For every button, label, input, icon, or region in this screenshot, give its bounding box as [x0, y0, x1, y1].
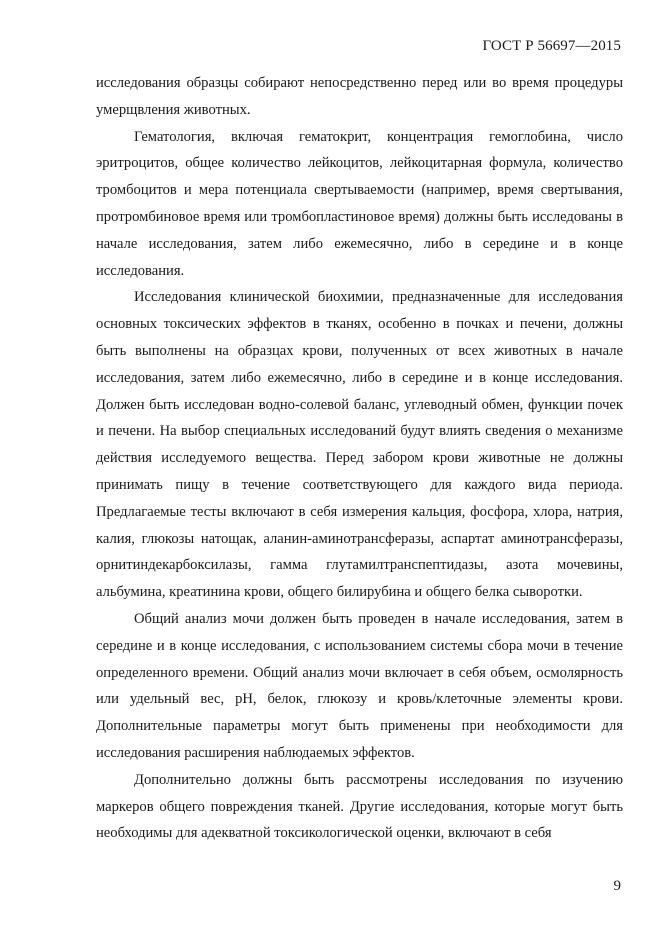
paragraph-clinical-biochemistry: Исследования клинической биохимии, предназначенные для исследования основных токсических эффектов в тканях, особенно в почках и печени, должны быть выполнены на образцах крови, полученных от всех животных в начале исследования, затем либо ежемесячно, либо в середине и в конце исследования. Должен быть исследован водно-солевой баланс, углеводный обмен, функции почек и печени. На выбор специальных исследований будут влиять сведения о механизме действия исследуемого вещества. Перед забором крови животные не должны принимать пищу в течение соответствующего для каждого вида периода. Предлагаемые тесты включают в себя измерения кальция, фосфора, хлора, натрия, калия, глюкозы натощак, аланин-аминотрансферазы, аспартат аминотрансферазы, орнитиндекарбоксилазы, гамма глутамилтранспептидазы, азота мочевины, альбумина, креатинина крови, общего билирубина и общего белка сыворотки. — [96, 289, 623, 601]
paragraph-hematology: Гематология, включая гематокрит, концентрация гемоглобина, число эритроцитов, общее количество лейкоцитов, лейкоцитарная формула, количество тромбоцитов и мера потенциала свертываемости (например, время свертывания, протромбиновое время или тромбопластиновое время) должны быть исследованы в начале исследования, затем либо ежемесячно, либо в середине и в конце исследования. — [96, 128, 623, 279]
document-body — [96, 70, 623, 847]
paragraph-urinalysis: Общий анализ мочи должен быть проведен в начале исследования, затем в середине и в конце исследования, с использованием системы сбора мочи в течение определенного времени. Общий анализ мочи включает в себя объем, осмолярность или удельный вес, pH, белок, глюкозу и кровь/клеточные элементы крови. Дополнительные параметры могут быть применены при необходимости для исследования расширения наблюдаемых эффектов. — [96, 610, 623, 761]
paragraph-continuation: исследования образцы собирают непосредственно перед или во время процедуры умерщвления животных. — [96, 75, 623, 118]
paragraph-additional-studies: Дополнительно должны быть рассмотрены исследования по изучению маркеров общего повреждения тканей. Другие исследования, которые могут быть необходимы для адекватной токсикологической оценки, включают в себя — [96, 771, 623, 842]
page-number: 9 — [613, 878, 621, 894]
document-header-standard-code: ГОСТ Р 56697—2015 — [482, 38, 621, 54]
